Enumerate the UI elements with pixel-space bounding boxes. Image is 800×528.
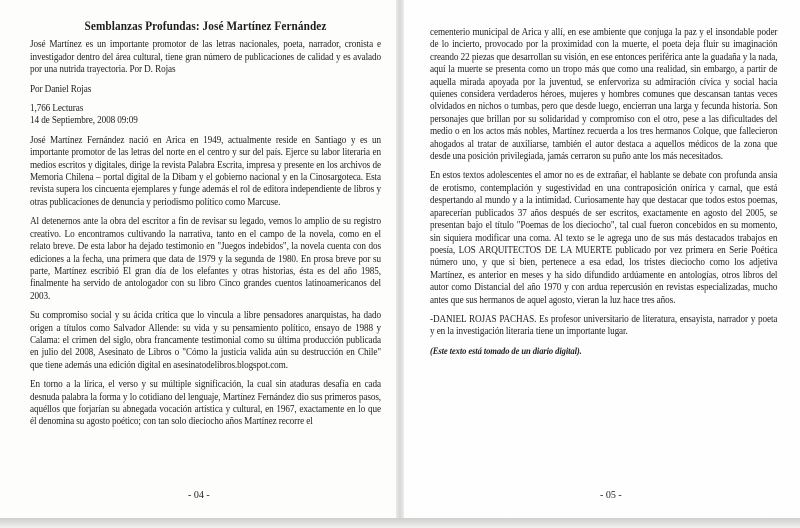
intro-paragraph: José Martínez es un importante promotor de las letras nacionales, poeta, narrador, cronista e investigador dentro del área cultural, tiene gran número de publicaciones de calidad y es avalado por una nutrida trayectoria. Por D. Rojas [30, 39, 381, 76]
source-note: (Este texto está tomado de un diario digital). [430, 346, 582, 357]
publish-date: 14 de Septiembre, 2008 09:09 [30, 115, 138, 127]
paragraph: En torno a la lírica, el verso y su múltiple significación, la cual sin ataduras desafía en cada desnuda palabra la forma y lo cotidiano del lenguaje, Martínez Fernández dio sus primeros pasos, aquéllos que forjarían su abnegada vocación artística y cultural, en 1967, exactamente en lo que él denomina su agosto poético; con tan solo dieciocho años Martínez recorre el [30, 379, 381, 428]
page-number: - 05 - [600, 490, 622, 501]
paragraph: José Martínez Fernández nació en Arica en 1949, actualmente reside en Santiago y es un importante promotor de las letras del norte en el centro y sur del país. Ejerce su labor literaria en medios escritos y digitales, dirige la revista Palabra Escrita, impresa y presente en los archivos de Memoria Chilena – portal digital de la Dibam y el gobierno nacional y en la Cinosargoteca. Esta revista supera los cincuenta ejemplares y funge además el rol de editora independiente de libros y otras publicaciones de denuncia y periodismo político como Marcuse. [30, 134, 381, 208]
left-page [0, 0, 398, 518]
right-page-text [430, 27, 777, 365]
author-bio: -DANIEL ROJAS PACHAS. Es profesor universitario de literatura, ensayista, narrador y poeta y en la investigación literaria tiene un importante lugar. [430, 313, 778, 338]
book-gutter [396, 0, 404, 518]
paragraph: Al detenernos ante la obra del escritor a fin de revisar su legado, vemos lo amplio de su registro creativo. Lo encontramos cultivando la narrativa, tanto en el campo de la novela, como en el relato breve. De esta labor ha dejado testimonio en "Juegos indebidos", la novela cuenta con dos ediciones a la fecha, una primera que data de 1979 y la segunda de 1980. En prosa breve por su parte, Martínez escribió El gran día de los elefantes y otras historias, ésta es del año 1985, finalmente ha servido de antologador con su libro Cinco grandes cuentos latinoamericanos del 2003. [30, 216, 381, 302]
article-title: Semblanzas Profundas: José Martínez Fernández [84, 19, 327, 33]
page-bottom-edge [0, 518, 800, 528]
read-count: 1,766 Lecturas [30, 103, 84, 115]
byline: Por Daniel Rojas [30, 83, 92, 95]
page-number: - 04 - [188, 490, 210, 501]
left-page-text [30, 20, 381, 436]
right-page [402, 0, 800, 518]
paragraph: En estos textos adolescentes el amor no es de extrañar, el hablante se debate con profunda ansia de erotismo, contemplación y sugestividad en una contraposición onírica y carnal, que está despertando al mundo y a la intimidad. Curiosamente hay que destacar que todos estos poemas, aparecerían publicados 37 años después de ser escritos, exactamente en agosto del 2005, se presentan bajo el título "Poemas de los dieciocho", tal cual fueron concebidos en su momento, sin siquiera modificar una coma. Al texto se le agrega uno de sus más destacados trabajos en poesía, LOS ARQUITECTOS DE LA MUERTE publicado por vez primera en Serie Poética número uno, y que si bien, pertenece a esa edad, los tristes dieciocho como los adjetiva Martínez, es anterior en meses y ha sido difundido ardúamente en antologías, otros libros del autor como Distancial del año 1970 y con ardua repercusión en revistas especializadas, mucho antes que sus hermanos de aquel agosto, vieran la luz hace tres años. [430, 170, 778, 306]
paragraph: cementerio municipal de Arica y allí, en ese ambiente que conjuga la paz y el insondable poder de lo incierto, provocado por la proximidad con la muerte, el poeta deja fluir su imaginación creando 22 piezas que desarrollan su visión, en ese entonces periférica ante la guadaña y la nada, aquí la muerte se presenta como un tropo más que como una realidad, sin embargo, a partir de aquella mirada apoyada por la juventud, se enfervoriza su admiración cívica y social hacia quienes considera verdaderos héroes, mujeres y hombres comunes que descansan tantas veces olvidados en nichos o tumbas, pero que desde luego, encierran una larga y fecunda historia. Son personajes que brillan por su solidaridad y compromiso con el otro, pese a las dificultades del medio o en los actos más nobles, Martínez recuerda a los tres hermanos Colque, que fallecieron ahogados al tratar de auxiliarse, también el autor destaca a aquellos médicos de la zona que desde una posición privilegiada, jamás cerraron su puño ante los más necesitados. [430, 27, 778, 163]
paragraph: Su compromiso social y su ácida crítica que lo vincula a libre pensadores anarquistas, ha dado origen a títulos como Salvador Allende: su vida y su pensamiento político, ensayo de 1988 y Calama: el crimen del siglo, obra francamente testimonial como su última producción publicada en julio del 2008, Asesinato de Libros o "Cómo la justicia valida aún su destrucción en Chile" que tiene además una edición digital en asesinatodelibros.blogspot.com. [30, 310, 381, 371]
